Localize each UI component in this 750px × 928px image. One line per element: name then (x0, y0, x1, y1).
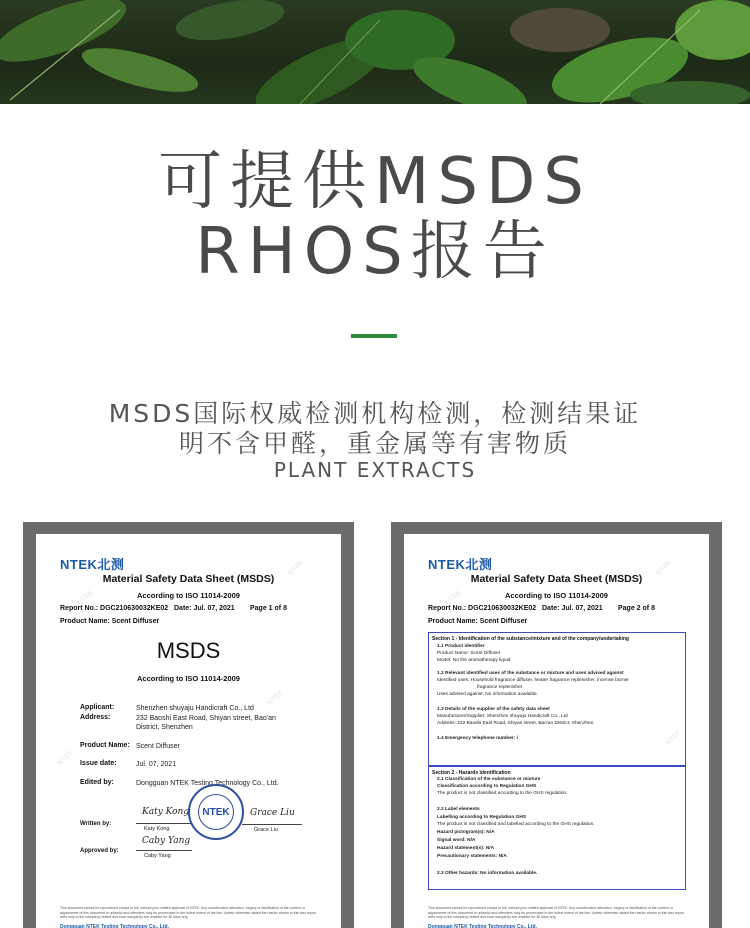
subtitle-line-2: 明不含甲醛，重金属等有害物质 (178, 429, 571, 458)
section-2-line: The product is not classified and labelled according to the GHS regulation. (437, 822, 595, 827)
accent-divider (351, 334, 397, 338)
leaves-illustration (0, 0, 750, 104)
report-number: Report No.: DGC210630032KE02 (60, 605, 169, 612)
subtitle-english: PLANT EXTRACTS (273, 458, 477, 482)
section-1-box (428, 632, 686, 766)
certificate-frame-right (391, 522, 722, 928)
section-2-line: The product is not classified according to the GHS regulation. (437, 791, 568, 796)
approved-by-label: Approved by: (80, 848, 119, 854)
watermark: NTEK (265, 688, 285, 708)
applicant-value: Shenzhen shuyaju Handicraft Co., Ltd (136, 705, 254, 712)
page-number: Page 1 of 8 (250, 605, 287, 612)
product-value: Scent Diffuser (136, 743, 180, 750)
section-2-heading: Section 2 - Hazards identification (432, 770, 511, 776)
certificate-frame-left (23, 522, 354, 928)
section-2-line: Signal word: N/A (437, 838, 476, 843)
watermark: NTEK (653, 558, 673, 578)
section-2-line: Classification according to Regulation GHS (437, 784, 537, 789)
written-name: Katy Kong (144, 826, 170, 832)
section-2-line: Hazard statement(s): N/A (437, 846, 495, 851)
section-1-line: Identified uses: Household fragrance diffuser, heater fragrance replenisher, incense burner (437, 678, 629, 683)
section-1-line: 1.3 Details of the supplier of the safety data sheet (437, 707, 550, 712)
section-1-line: fragrance replenisher (477, 685, 523, 690)
ntek-logo: NTEK北测 (428, 557, 493, 572)
company-seal-stamp (188, 784, 244, 840)
footnote-company: Dongguan NTEK Testing Technology Co., Ltd. (60, 924, 169, 928)
written-signature: Katy Kong (142, 807, 190, 817)
document-standard: According to ISO 11014-2009 (137, 591, 240, 600)
report-date: Date: Jul. 07, 2021 (174, 605, 235, 612)
section-1-line: 1.2 Relevant identified uses of the substance or mixture and uses advised against (437, 671, 624, 676)
watermark: NTEK (443, 588, 463, 608)
section-1-line: Uses advised against: No information available. (437, 692, 539, 697)
section-1-line: Manufacturer/Supplier: Shenzhen shuyaju Handicraft Co., Ltd (437, 714, 568, 719)
document-title: Material Safety Data Sheet (MSDS) (470, 573, 643, 585)
page-number: Page 2 of 8 (618, 605, 655, 612)
section-2-line: 2.3 Other hazards: No information available. (437, 871, 538, 876)
section-1-line: Address: 232 Baoshi East Road, Shiyan street, Bao'an District, Shenzhen (437, 721, 594, 726)
stamp-text: NTEK (202, 807, 230, 818)
applicant-label: Applicant: (80, 704, 115, 711)
foliage-banner-image (0, 0, 750, 104)
section-2-line: 2.2 Label elements (437, 807, 480, 812)
signature-line (242, 824, 302, 825)
third-signature: Grace Liu (250, 808, 295, 818)
signature-line (136, 823, 192, 824)
ntek-logo: NTEK北测 (60, 557, 125, 572)
section-1-line: Product Name: Scent Diffuser (437, 651, 501, 656)
section-2-line: Labelling according to Regulation GHS (437, 815, 527, 820)
section-2-line: 2.1 Classification of the substance or mixture (437, 777, 541, 782)
headline-line-1: 可提供MSDS (158, 145, 592, 219)
watermark: NTEK (285, 558, 305, 578)
section-2-line: Hazard pictogram(s): N/A (437, 830, 495, 835)
document-standard: According to ISO 11014-2009 (505, 591, 608, 600)
section-2-line: Precautionary statements: N/A (437, 854, 507, 859)
subtitle-line-1: MSDS国际权威检测机构检测，检测结果证 (108, 399, 642, 428)
issue-date-label: Issue date: (80, 760, 117, 767)
msds-document-page-1 (36, 534, 341, 928)
section-2-box (428, 766, 686, 890)
watermark: NTEK (663, 728, 683, 748)
product-name: Product Name: Scent Diffuser (428, 618, 528, 625)
headline-line-2: RHOS报告 (195, 215, 555, 289)
product-label: Product Name: (80, 742, 130, 749)
issue-date-value: Jul. 07, 2021 (136, 761, 177, 768)
address-label: Address: (80, 714, 111, 721)
address-value: 232 Baoshi East Road, Shiyan street, Bao'an District, Shenzhen (136, 715, 276, 731)
section-1-line: 1.1 Product identifier (437, 644, 485, 649)
section-1-line: 1.4 Emergency telephone number: / (437, 736, 519, 741)
section-1-line: Model: No fire aromatherapy liquid (437, 658, 511, 663)
signature-line (136, 850, 192, 851)
footnote-company: Dongguan NTEK Testing Technology Co., Ltd. (428, 924, 537, 928)
approved-signature: Caby Yang (142, 836, 191, 846)
edited-by-label: Edited by: (80, 779, 114, 786)
document-standard-2: According to ISO 11014-2009 (137, 674, 240, 683)
msds-big-title: MSDS (156, 638, 221, 663)
legal-footnote: This document cannot be reproduced except in full, without prior written approval of NTEK. Any unauthorized alteration, forgery or falsification of the content or appearance of this document is unlawful and offenders may be prosecuted to the fullest extent of the law. Unless otherwise stated the results shown in this test report refer only to the sample(s) tested and such sample(s) are retained for 30 days only. (60, 906, 316, 919)
report-date: Date: Jul. 07, 2021 (542, 605, 603, 612)
section-1-heading: Section 1 - Identification of the substance/mixture and of the company/undertaking (432, 636, 629, 642)
edited-by-value: Dongguan NTEK Testing Technology Co., Ltd. (136, 780, 279, 787)
watermark: NTEK (55, 748, 75, 768)
product-name: Product Name: Scent Diffuser (60, 618, 160, 625)
msds-document-page-2 (404, 534, 709, 928)
written-by-label: Written by: (80, 821, 112, 827)
document-title: Material Safety Data Sheet (MSDS) (102, 573, 275, 585)
report-number: Report No.: DGC210630032KE02 (428, 605, 537, 612)
legal-footnote: This document cannot be reproduced except in full, without prior written approval of NTEK. Any unauthorized alteration, forgery or falsification of the content or appearance of this document is unlawful and offenders may be prosecuted to the fullest extent of the law. Unless otherwise stated the results shown in this test report refer only to the sample(s) tested and such sample(s) are retained for 30 days only. (428, 906, 684, 919)
watermark: NTEK (75, 588, 95, 608)
third-name: Grace Liu (254, 827, 278, 833)
approved-name: Caby Yang (144, 853, 171, 859)
